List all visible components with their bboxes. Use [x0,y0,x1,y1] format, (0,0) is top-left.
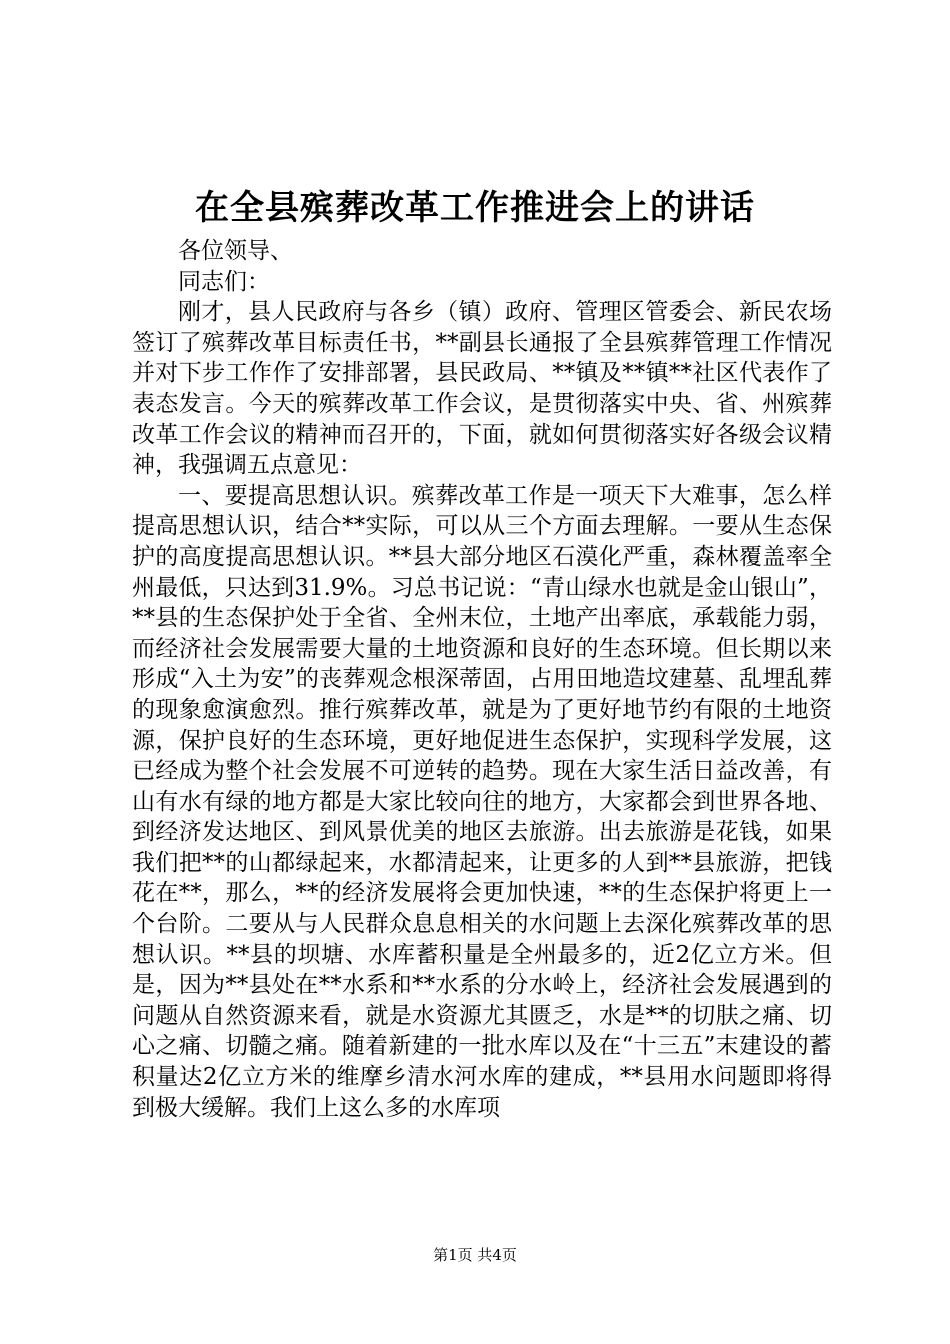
document-title: 在全县殡葬改革工作推进会上的讲话 [195,188,755,228]
document-body [132,236,832,1123]
salutation-line-2: 同志们： [178,268,270,295]
body-paragraph: 一、要提高思想认识。殡葬改革工作是一项天下大难事，怎么样提高思想认识，结合**实际，可以从三个方面去理解。一要从生态保护的高度提高思想认识。**县大部分地区石漠化严重，森林覆盖率全州最低，只达到31.9%。习总书记说：“青山绿水也就是金山银山”，**县的生态保护处于全省、全州末位，土地产出率底，承载能力弱，而经济社会发展需要大量的土地资源和良好的生态环境。但长期以来形成“入土为安”的丧葬观念根深蒂固，占用田地造坟建墓、乱埋乱葬的现象愈演愈烈。推行殡葬改革，就是为了更好地节约有限的土地资源，保护良好的生态环境，更好地促进生态保护，实现科学发展，这已经成为整个社会发展不可逆转的趋势。现在大家生活日益改善，有山有水有绿的地方都是大家比较向往的地方，大家都会到世界各地、到经济发达地区、到风景优美的地区去旅游。出去旅游是花钱，如果我们把**的山都绿起来，水都清起来，让更多的人到**县旅游，把钱花在**，那么，**的经济发展将会更加快速，**的生态保护将更上一个台阶。二要从与人民群众息息相关的水问题上去深化殡葬改革的思想认识。**县的坝塘、水库蓄积量是全州最多的，近2亿立方米。但是，因为**县处在**水系和**水系的分水岭上，经济社会发展遇到的问题从自然资源来看，就是水资源尤其匮乏，水是**的切肤之痛、切心之痛、切髓之痛。随着新建的一批水库以及在“十三五”末建设的蓄积量达2亿立方米的维摩乡清水河水库的建成，**县用水问题即将得到极大缓解。我们上这么多的水库项 [132,482,832,1121]
salutation-line-1: 各位领导、 [178,238,293,264]
body-paragraph: 刚才，县人民政府与各乡（镇）政府、管理区管委会、新民农场签订了殡葬改革目标责任书，**副县长通报了全县殡葬管理工作情况并对下步工作作了安排部署，县民政局、**镇及**镇**社区代表作了表态发言。今天的殡葬改革工作会议，是贯彻落实中央、省、州殡葬改革工作会议的精神而召开的，下面，就如何贯彻落实好各级会议精神，我强调五点意见： [132,299,832,479]
page-number-footer: 第1页 共4页 [433,1246,517,1264]
